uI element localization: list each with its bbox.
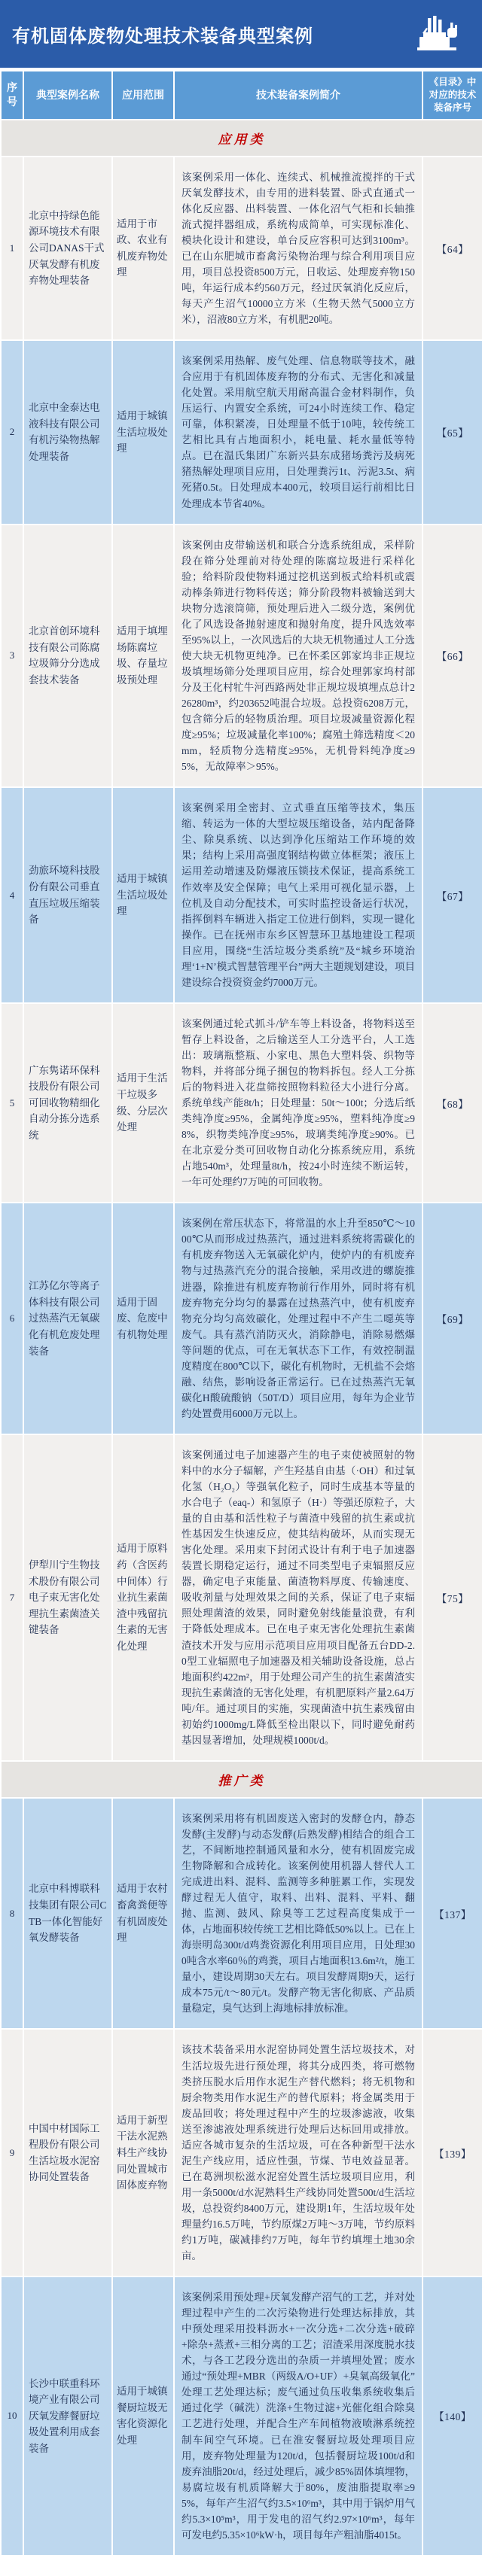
case-no: 6 — [1, 1203, 23, 1434]
section-header-row — [1, 1761, 482, 1798]
table-row — [1, 157, 482, 340]
factory-icon — [413, 14, 462, 53]
case-scope: 适用于农村畜禽粪便等有机固废处理 — [112, 1798, 174, 2030]
table-row — [1, 525, 482, 788]
case-scope: 适用于城镇餐厨垃圾无害化资源化处理 — [112, 2276, 174, 2556]
header-name: 典型案例名称 — [23, 71, 112, 120]
table-header — [1, 71, 482, 120]
table-row — [1, 2276, 482, 2556]
case-no: 1 — [1, 157, 23, 340]
case-ref: 【69】 — [423, 1203, 482, 1434]
case-intro: 该案例采用将有机固废送入密封的发酵仓内，静态发酵(主发酵)与动态发酵(后熟发酵)相结合的组合工艺，不间断地控制通风量和水分，使有机固废完成生物降解和合成转化。该案例使用机器人替代人工完成进出料、混料、监测等多种脏累工作，实现发酵过程无人值守，取料、出料、混料、平料、翻抛、监测、鼓风、除臭等工艺过程高度集成于一体，占地面积较传统工艺相比降低50%以上。已在上海崇明岛300t/d鸡粪资源化利用项目应用，日处理300吨含水率60％的鸡粪，项目占地面积13.6m²/t，施工量小，建设周期30天左右。项目发酵周期9天，运行成本75元/t～80元/t。发酵产物无害化彻底、产品质量稳定，臭气达到上海地标排放标准。 — [174, 1798, 423, 2030]
case-no: 4 — [1, 787, 23, 1003]
header-ref: 《目录》中对应的技术装备序号 — [423, 71, 482, 120]
case-name: 北京中科博联科技集团有限公司CTB一体化智能好氧发酵装备 — [23, 1798, 112, 2030]
case-ref: 【64】 — [423, 157, 482, 340]
header-intro: 技术装备案例简介 — [174, 71, 423, 120]
section-header-row — [1, 120, 482, 157]
case-scope: 适用于生活干垃圾多级、分层次处理 — [112, 1003, 174, 1203]
case-ref: 【66】 — [423, 525, 482, 788]
case-ref: 【68】 — [423, 1003, 482, 1203]
case-intro: 该案例采用预处理+厌氧发酵产沼气的工艺，并对处理过程中产生的二次污染物进行处理达标排放，其中预处理采用投料沥水+一次分选+二次分选+破碎+除杂+蒸煮+三相分离的工艺；沼渣采用深度脱水技术，与各工艺段分选出的杂质一并填埋处置；废水通过“预处理+MBR（两级A/O+UF）+臭氧高级氧化”处理工艺处理达标；废气通过负压收集系统收集后通过化学（碱洗）洗涤+生物过滤+光催化组合除臭工艺进行处理，并配合生产车间植物液喷淋系统控制车间空气环境。已在淮安餐厨垃圾处理项目应用，废弃物处理量为120t/d，包括餐厨垃圾100t/d和废弃油脂20t/d，经过处理后，减少85%固体填埋物，易腐垃圾有机质降解大于80%，废油脂提取率≥95%，每年产生沼气约3.5×10⁶m³，其中用于锅炉用气约5.3×10⁵m³，用于发电的沼气约2.97×10⁶m³，每年可发电约5.35×10⁶kW·h，项目每年产粗油脂4015t。 — [174, 2276, 423, 2556]
case-scope: 适用于填埋场陈腐垃圾、存量垃圾预处理 — [112, 525, 174, 788]
case-scope: 适用于城镇生活垃圾处理 — [112, 340, 174, 524]
section-label: 应用类 — [1, 120, 482, 157]
case-no: 5 — [1, 1003, 23, 1203]
table-row — [1, 2029, 482, 2276]
case-intro: 该案例采用全密封、立式垂直压缩等技术，集压缩、转运为一体的大型垃圾压缩设备，站内配备降尘、除臭系统、以达到净化压缩站工作环境的效果；结构上采用高强度钢结构做立体框架；液压上运用差动增速及防爆液压锁技术保证，提高系统工作效率及安全保障；电气上采用可视化显示器，上位机及自动分配技术，可实时监控设备运行状况，指挥倒料车辆进入指定工位进行倒料，实现一键化操作。已在抚州市东乡区智慧环卫基地建设工程项目应用，围绕“生活垃圾分类系统”及“城乡环境治理‘1+N’模式智慧管理平台”两大主题规划建设，项目建设综合投资资金约7000万元。 — [174, 787, 423, 1003]
case-intro: 该技术装备采用水泥窑协同处置生活垃圾技术，对生活垃圾先进行预处理，将其分成四类，将可燃物类挤压脱水后用作水泥生产替代燃料；将无机物和厨余物类用作水泥生产的替代原料；将金属类用于废品回收；将处理过程中产生的垃圾渗滤液，收集送至渗滤液处理系统进行处理后达标回用或排放。适应各城市复杂的生活垃圾，可在各种新型干法水泥生产线应用，适应性强，节煤、节电效益显著。已在葛洲坝松滋水泥窑处置生活垃圾项目应用，利用一条5000t/d水泥熟料生产线协同处置500t/d生活垃圾，总投资约8400万元，建设期1年，生活垃圾年处理量约16.5万吨，节约原煤2万吨～3万吨，节约原料约1万吨，碳减排约7万吨，每年节约填埋土地30余亩。 — [174, 2029, 423, 2276]
case-intro: 该案例在常压状态下，将常温的水上升至850℃～1000℃从而形成过热蒸汽，通过进料系统将需碳化的有机废弃物送入无氧碳化炉内，使炉内的有机废弃物与过热蒸汽充分的混合接触，采用改进的螺旋推进器，除推进有机废弃物前行作用外，同时将有机废弃物充分均匀的暴露在过热蒸汽中，使有机废弃物充分均匀高效碳化，处理过程中不产生二噁英等废气。具有蒸汽消防灭火，消除静电，消除易燃爆等问题的优点，可在无氧状态下工作，有效控制温度精度在800℃以下，碳化有机物时，无机盐不会熔融、结焦，影响设备正常运行。已在过热蒸汽无氧碳化H酸硫酸钠（50T/D）项目应用，每年为企业节约处置费用6000万元以上。 — [174, 1203, 423, 1434]
table-row — [1, 1434, 482, 1761]
case-name: 劲旅环境科技股份有限公司垂直直压垃圾压缩装备 — [23, 787, 112, 1003]
case-intro: 该案例采用一体化、连续式、机械推流搅拌的干式厌氧发酵技术，由专用的进料装置、卧式直通式一体化反应器、出料装置、一体化沼气气柜和长轴推流式搅拌器组成，系统构成简单，可实现标准化、模块化设计和建设，单台反应容积可达到3100m³。已在山东肥城市畜禽污染物治理与综合利用项目应用，项目总投资8500万元，日收运、处理废弃物150吨，年运行成本约560万元，经过厌氧消化反应后，每天产生沼气10000立方米（生物天然气5000立方米），沼液80立方米，有机肥20吨。 — [174, 157, 423, 340]
case-scope: 适用于固废、危废中有机物处理 — [112, 1203, 174, 1434]
table-row — [1, 1798, 482, 2030]
case-intro: 该案例通过电子加速器产生的电子束使被照射的物料中的水分子辐解，产生羟基自由基（·OH）和过氧化氢（H₂O₂）等强氧化粒子，同时生成基本等量的水合电子（eaq-）和氢原子（H·）等强还原粒子，大量的自由基和活性粒子与菌渣中残留的抗生素或抗性基因发生快速反应，使其结构破坏，从而实现无害化处理。采用束下封闭式设计有利于电子加速器装置长期稳定运行，通过不同类型电子束辐照反应器，确定电子束能量、菌渣物料厚度、传输速度、吸收剂量与处理效果之间的关系，保证了电子束辐照处理菌渣的效果，同时避免射线能量浪费，有利于降低处理成本。已在电子束无害化处理抗生素菌渣技术开发与应用示范项目应用项目配备五台DD-2.0型工业辐照电子加速器及相关辅助设备设施，总占地面积约422m²，用于处理公司产生的抗生素菌渣实现抗生素菌渣的无害化处理，有机肥原料产量2.64万吨/年。通过项目的实施，实现菌渣中抗生素残留由初始约1000mg/L降低至检出限以下，同时避免耐药基因显著增加，处理规模1000t/d。 — [174, 1434, 423, 1761]
case-ref: 【137】 — [423, 1798, 482, 2030]
table-row — [1, 1203, 482, 1434]
case-name: 广东隽诺环保科技股份有限公司可回收物精细化自动分拣分选系统 — [23, 1003, 112, 1203]
case-scope: 适用于原料药（含医药中间体）行业抗生素菌渣中残留抗生素的无害化处理 — [112, 1434, 174, 1761]
case-no: 8 — [1, 1798, 23, 2030]
case-no: 9 — [1, 2029, 23, 2276]
case-ref: 【65】 — [423, 340, 482, 524]
case-no: 7 — [1, 1434, 23, 1761]
case-name: 北京中金泰达电液科技有限公司有机污染物热解处理装备 — [23, 340, 112, 524]
table-row — [1, 787, 482, 1003]
bottom-margin — [0, 2556, 482, 2576]
case-table-body — [1, 120, 482, 2556]
case-scope: 适用于城镇生活垃圾处理 — [112, 787, 174, 1003]
case-ref: 【140】 — [423, 2276, 482, 2556]
header-no: 序号 — [1, 71, 23, 120]
case-no: 2 — [1, 340, 23, 524]
cases-table — [0, 70, 482, 2556]
case-no: 10 — [1, 2276, 23, 2556]
case-ref: 【75】 — [423, 1434, 482, 1761]
case-scope: 适用于市政、农业有机废弃物处理 — [112, 157, 174, 340]
case-intro: 该案例由皮带输送机和联合分选系统组成，采样阶段在筛分处理前对待处理的陈腐垃圾进行采样化验；给料阶段使物料通过挖机送到板式给料机或震动棒条筛进行物料传送；筛分阶段物料被输送到大块物分选滚筒筛，预处理后进入二级分选，案例优化了风选设备抛射速度和抛射角度，提升风选效率至95%以上，一次风选后的大块无机物通过人工分选使大块无机物更纯净。已在怀柔区郭家坞非正规垃圾填埋场筛分处理项目应用，综合处理郭家坞村部分及王化村牤牛河西路两处非正规垃圾填埋点总计226280m³，约203652吨混合垃圾。总投资6208万元，包含筛分后的轻物质治理。项目垃圾减量资源化程度≥95%；垃圾减量化率100%；腐殖土筛选精度＜20mm，轻质物分选精度≥95%，无机骨料纯净度≥95%，无故障率＞95%。 — [174, 525, 423, 788]
case-intro: 该案例采用热解、废气处理、信息物联等技术，融合应用于有机固体废弃物的分布式、无害化和减量化处置。采用航空航天用耐高温合金材料制作，负压运行、内置安全系统，可24小时连续工作、稳定可靠，体积紧凑，日处理量不低于10吨，较传统工艺相比具有占地面积小，耗电量、耗水量低等特点。已在温氏集团广东新兴县东成猪场粪污及病死猪热解处理项目应用，日处理粪污1t、污泥3.5t、病死猪0.5t。日处理成本400元，较项目运行前相比日处理成本节省40%。 — [174, 340, 423, 524]
case-intro: 该案例通过轮式抓斗/铲车等上料设备，将物料送至暂存上料设备，之后输送至人工分选平台，人工选出：玻璃瓶整瓶、小家电、黑色大塑料袋、织物等物料，并将部分绳子捆包的物料拆包。经人工分拣后的物料进入花盘筛按照物料粒径大小进行分离。系统单线产能8t/h；日处理量：50t～100t；分选后纸类纯净度≥95%，金属纯净度≥95%，塑料纯净度≥98%，织物类纯净度≥95%，玻璃类纯净度≥90%。已在北京爱分类可回收物自动化分拣系统应用，系统占地540m³，处理量8t/h，按24小时连续不断运转，一年可处理约7万吨的可回收物。 — [174, 1003, 423, 1203]
title-bar — [0, 0, 482, 70]
case-name: 北京首创环境科技有限公司陈腐垃圾筛分分选成套技术装备 — [23, 525, 112, 788]
case-scope: 适用于新型干法水泥熟料生产线协同处置城市固体废弃物 — [112, 2029, 174, 2276]
case-ref: 【67】 — [423, 787, 482, 1003]
header-scope: 应用范围 — [112, 71, 174, 120]
table-row — [1, 1003, 482, 1203]
case-name: 长沙中联重科环境产业有限公司厌氧发酵餐厨垃圾处置利用成套装备 — [23, 2276, 112, 2556]
case-name: 伊犁川宁生物技术股份有限公司电子束无害化处理抗生素菌渣关键装备 — [23, 1434, 112, 1761]
case-no: 3 — [1, 525, 23, 788]
case-name: 江苏亿尔等离子体科技有限公司过热蒸汽无氧碳化有机危废处理装备 — [23, 1203, 112, 1434]
table-row — [1, 340, 482, 524]
case-name: 北京中持绿色能源环境技术有限公司DANAS干式厌氧发酵有机废弃物处理装备 — [23, 157, 112, 340]
page-title: 有机固体废物处理技术装备典型案例 — [12, 26, 313, 47]
case-name: 中国中材国际工程股份有限公司生活垃圾水泥窑协同处置装备 — [23, 2029, 112, 2276]
section-label: 推广类 — [1, 1761, 482, 1798]
case-ref: 【139】 — [423, 2029, 482, 2276]
